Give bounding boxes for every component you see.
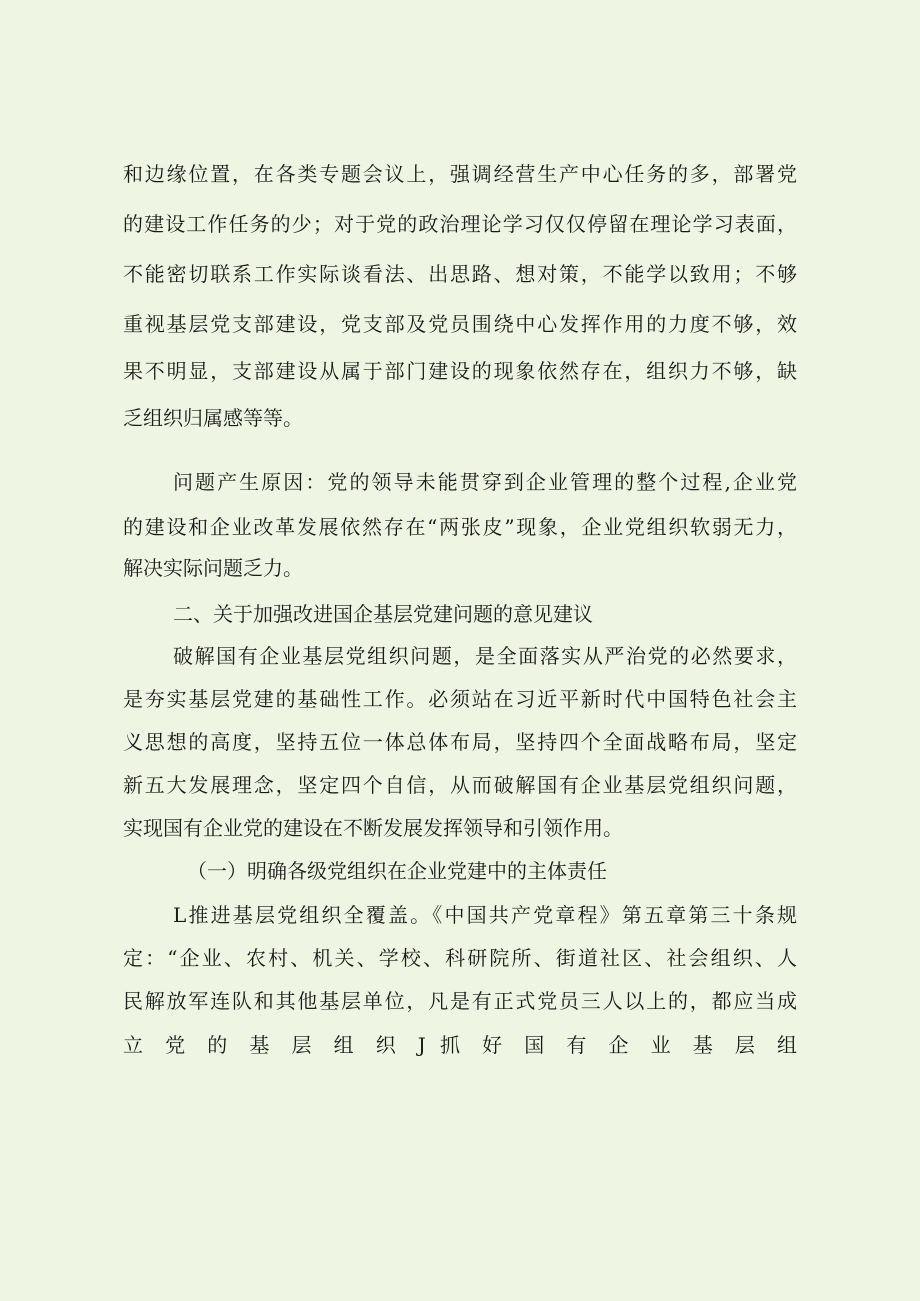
paragraph-line: 立 党 的 基 层 组 织 J 抓 好 国 有 企 业 基 层 组 — [123, 1033, 797, 1057]
paragraph-line: 破解国有企业基层党组织问题，是全面落实从严治党的必然要求， — [173, 644, 797, 668]
paragraph-line: 和边缘位置，在各类专题会议上，强调经营生产中心任务的多，部署党 — [123, 162, 797, 186]
paragraph-line: 果不明显，支部建设从属于部门建设的现象依然存在，组织力不够，缺 — [123, 359, 797, 383]
paragraph-line: L推进基层党组织全覆盖。《中国共产党章程》第五章第三十条规 — [173, 903, 797, 927]
paragraph-line: 新五大发展理念，坚定四个自信，从而破解国有企业基层党组织问题， — [123, 773, 797, 797]
paragraph-line: 问题产生原因：党的领导未能贯穿到企业管理的整个过程,企业党 — [173, 470, 797, 494]
paragraph-line: 民解放军连队和其他基层单位，凡是有正式党员三人以上的，都应当成 — [123, 989, 797, 1013]
section-heading: 二、关于加强改进国企基层党建问题的意见建议 — [173, 602, 593, 626]
paragraph-line: 乏组织归属感等等。 — [123, 406, 303, 430]
paragraph-line: 是夯实基层党建的基础性工作。必须站在习近平新时代中国特色社会主 — [123, 687, 797, 711]
subsection-heading: （一）明确各级党组织在企业党建中的主体责任 — [187, 859, 607, 883]
paragraph-line: 实现国有企业党的建设在不断发展发挥领导和引领作用。 — [123, 816, 623, 840]
paragraph-line: 的建设和企业改革发展依然存在“两张皮”现象，企业党组织软弱无力， — [123, 515, 797, 539]
paragraph-line: 解决实际问题乏力。 — [123, 556, 303, 580]
paragraph-line: 定：“企业、农村、机关、学校、科研院所、街道社区、社会组织、人 — [123, 946, 797, 970]
paragraph-line: 重视基层党支部建设，党支部及党员围绕中心发挥作用的力度不够，效 — [123, 312, 797, 336]
paragraph-line: 义思想的高度，坚持五位一体总体布局，坚持四个全面战略布局，坚定 — [123, 730, 797, 754]
paragraph-line: 的建设工作任务的少；对于党的政治理论学习仅仅停留在理论学习表面， — [123, 212, 797, 236]
paragraph-line: 不能密切联系工作实际谈看法、出思路、想对策，不能学以致用；不够 — [123, 262, 797, 286]
